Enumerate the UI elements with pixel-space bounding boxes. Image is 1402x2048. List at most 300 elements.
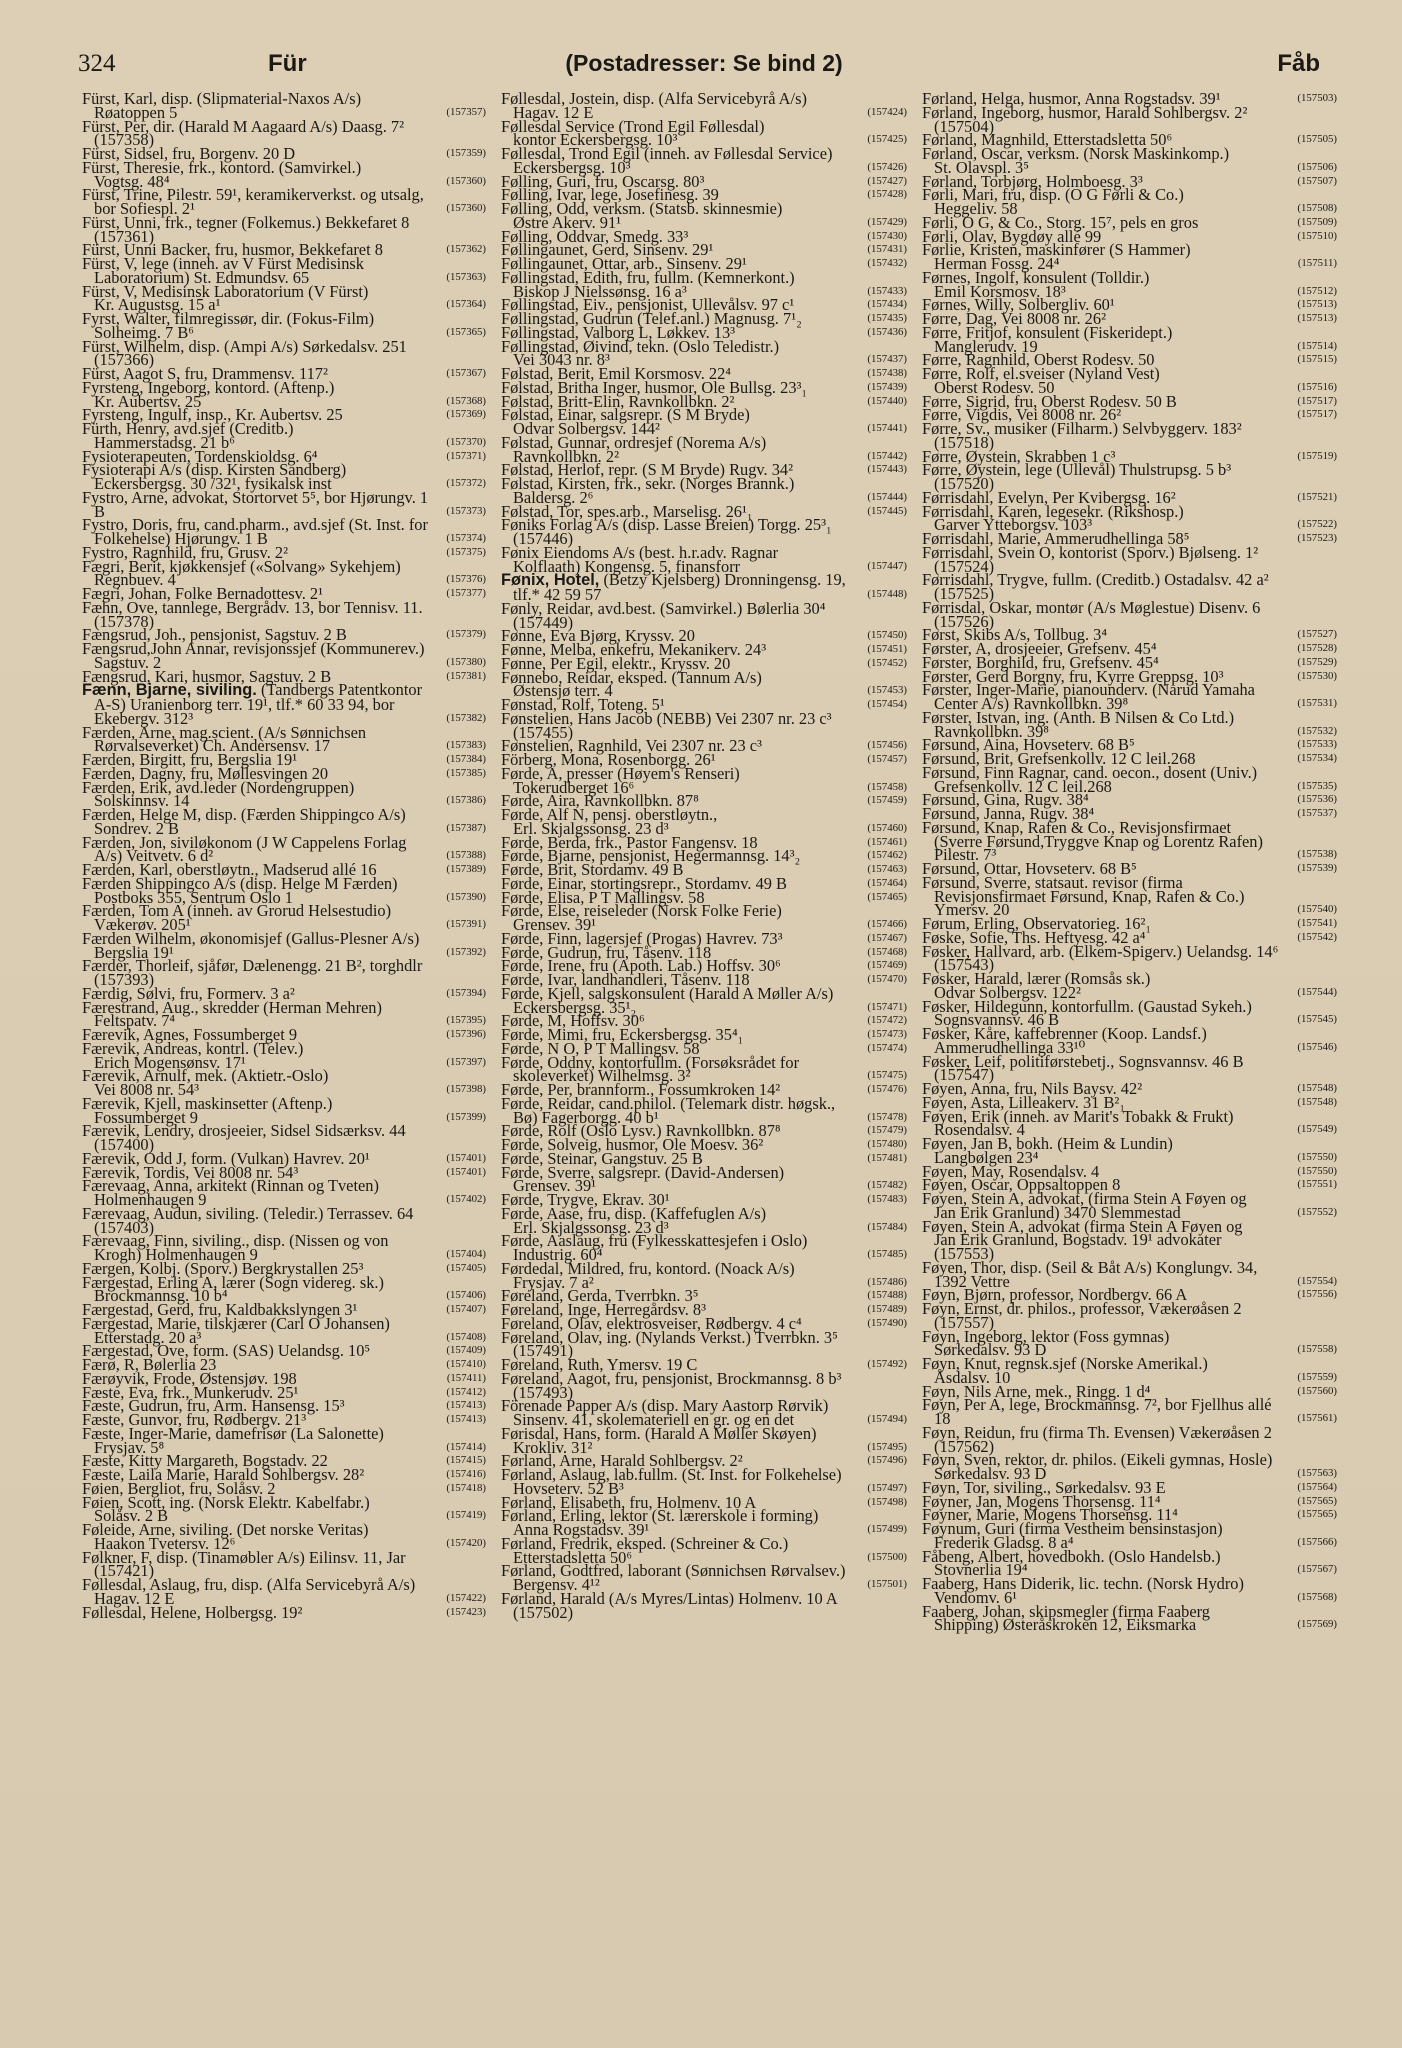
entry-text-line: skoleverket) Wilhelmsg. 3² [513,1066,691,1086]
entry-text-line: Føsker, Harald, lærer (Romsås sk.) [922,969,1151,988]
entry-text-line: Fæste, Gunvor, fru, Rødbergv. 21³ [82,1410,307,1429]
listing-entry [922,1216,1337,1263]
listing-entry [82,873,486,907]
entry-text-line: Fængsrud, Kari, husmor, Sagstuv. 2 B [82,666,332,686]
entry-number: (157560) [1297,1384,1337,1397]
entry-text-line: Vækerøv. 205¹ [94,915,191,934]
entry-text-line: (157403) [94,1217,155,1237]
entry-number: (157399) [446,1110,486,1123]
listing-entry [82,832,486,866]
listing-entry [922,1546,1337,1580]
listing-entry [82,1066,486,1099]
entry-text-line: Grensev. 39¹ [513,1176,597,1196]
entry-text-line: Vei 3043 nr. 8³ [513,350,610,370]
entry-text-line: Førde, Gudrun, fru, Tåsenv. 118 [501,942,712,962]
listing-entry [82,1176,486,1209]
entry-number: (157464) [867,876,907,889]
entry-text-line: Biskop J Nielssønsg. 16 a³ [513,281,687,301]
entry-text-line: Færden, Birgitt, fru, Bergslia 19¹ [82,750,298,769]
entry-text-line: Føsker, Hallvard, arb. (Elkem-Spigerv.) Uelandsg. 14⁶ [922,941,1279,961]
listing-entry [82,336,486,370]
entry-number: (157462) [867,849,907,862]
entry-text-line: Førre, Dag, Vei 8008 nr. 26² [922,309,1106,328]
listing-entry [922,817,1337,865]
entry-text-line: Revisjonsfirmaet Førsund, Knap, Rafen & Co.) [934,886,1245,906]
listing-entry [922,1519,1337,1552]
entry-text-line: Følling, Oddvar, Smedg. 33³ [501,226,689,246]
entry-number: (157426) [867,160,907,173]
entry-text-line: Førnes, Ingolf, konsulent (Tolldir.) [922,267,1150,287]
entry-number: (157497) [867,1481,907,1494]
entry-text-line: Vogtsg. 48⁴ [94,171,170,191]
entry-text-line: Føsker, Hildegunn, kontorfullm. (Gaustad Sykeh.) [922,996,1252,1016]
entry-text-line: Førrisdahl, Svein O, kontorist (Sporv.) Bjølseng. 1² [922,542,1259,562]
entry-text-line: Fægri, Berit, kjøkkensjef («Solvang» Sykehjem) [82,556,401,576]
entry-number: (157383) [446,739,486,752]
listing-entry [501,1588,907,1622]
entry-text-line: Følstad, Berit, Emil Korsmosv. 22⁴ [501,364,732,383]
entry-number: (157392) [446,945,486,958]
listing-entry [501,542,907,576]
entry-number: (157389) [446,863,486,875]
entry-text-line: Føllingstad, Edith, fru, fullm. (Kemnerkont.) [501,267,795,287]
entry-text-line: Færevaag, Anna, arkitekt (Rinnan og Tveten) [82,1176,379,1196]
listing-entry [922,1106,1337,1140]
entry-text-line: Rosendalsv. 4 [934,1120,1025,1140]
entry-text-line: Følling, Guri, fru, Oscarsg. 80³ [501,171,705,191]
entry-number: (157561) [1297,1412,1337,1424]
listing-entry [501,1203,907,1237]
entry-text-line: Føsker, Kåre, kaffebrenner (Koop. Landsf.) [922,1024,1207,1043]
entry-text-line: Føreland, Inge, Herregårdsv. 8³ [501,1300,707,1319]
entry-number: (157380) [446,655,486,668]
entry-number: (157407) [446,1303,486,1315]
entry-number: (157550) [1297,1164,1337,1177]
entry-number: (157533) [1297,738,1337,751]
entry-text-line: Sagstuv. 2 [94,652,162,672]
listing-entry [501,1423,907,1457]
entry-text-line: Frysjav. 5⁸ [94,1437,165,1457]
entry-text-line: Førde, Berda, frk., Pastor Fangensv. 18 [501,832,758,852]
entry-text-line: Føreland, Olav, elektrosveiser, Rødbergv. 4 c⁴ [501,1313,802,1333]
entry-text-line: B [94,501,105,521]
entry-number: (157540) [1297,903,1337,916]
entry-text-line: Rørvalseverket) Ch. Andersensv. 17 [94,736,331,756]
entry-text-line: Føyn, Bjørn, professor, Nordbergv. 66 A [922,1285,1188,1305]
entry-text-line: (157525) [934,584,995,603]
entry-text-line: Førde, Steinar, Gangstuv. 25 B [501,1148,703,1168]
listing-entry [922,1326,1337,1360]
entry-number: (157416) [446,1468,486,1480]
entry-text-line: Jan Erik Granlund, Bogstadv. 19¹ advokater [934,1230,1222,1250]
entry-text-line: Føreland, Olav, ing. (Nylands Verkst.) Tverrbkn. 3⁵ [501,1327,838,1347]
entry-text-line: Førde, Brit, Stordamv. 49 B [501,860,684,879]
entry-text-line: Førre, Rolf, el.sveiser (Nyland Vest) [922,364,1160,383]
listing-entry [501,89,907,122]
entry-text-line: Førre, Sigrid, fru, Oberst Rodesv. 50 B [922,391,1177,411]
entry-text-line: Førland, Magnhild, Etterstadsletta 50⁶ [922,130,1173,150]
entry-number: (157440) [867,394,907,407]
entry-text-line: Førli, Mari, fru, disp. (O G Førli & Co.) [922,185,1184,205]
entry-text-line: Førland, Helga, husmor, Anna Rogstadsv. 39¹ [922,89,1221,108]
listing-entry [922,969,1337,1002]
entry-text-line: Førisdal, Hans, form. (Harald A Møller Skøyen) [501,1423,817,1443]
entry-number: (157548) [1297,1082,1337,1094]
listing-entry [82,1313,486,1347]
entry-number: (157514) [1297,339,1337,352]
entry-number: (157387) [446,821,486,834]
entry-number: (157420) [446,1536,486,1549]
listing-entry [82,1492,486,1526]
entry-number: (157410) [446,1358,486,1370]
entry-text-line: Færevik, Odd J, form. (Vulkan) Havrev. 20¹ [82,1148,370,1168]
entry-text-rest: (Betzy Kjelsberg) Dronningensg. 19, [599,570,846,590]
entry-text-line: Føyen, Thor, disp. (Seil & Båt A/s) Konglungv. 34, [922,1257,1258,1277]
entry-text-line: Færgestad, Erling A, lærer (Sogn videreg. sk.) [82,1272,384,1292]
entry-text-line: Eckersbergsg. 35¹₂ [513,997,637,1017]
entry-number: (157489) [867,1303,907,1315]
entry-text-line: Førde, Kjell, salgskonsulent (Harald A Møller A/s) [501,983,834,1003]
entry-text-line: Erich Mogensønsv. 17¹ [94,1052,246,1072]
entry-text-line: Frysjav. 7 a² [513,1272,594,1292]
entry-text-line: Føynum, Guri (firma Vestheim bensinstasjon) [922,1519,1223,1538]
entry-text-line: Krogh) Holmenhaugen 9 [94,1245,258,1264]
entry-number: (157563) [1297,1467,1337,1479]
entry-number: (157554) [1297,1274,1337,1287]
listing-entry [922,1450,1337,1483]
entry-text-line: Føllingstad, Eiv., pensjonist, Ullevålsv. 97 c¹ [501,295,795,315]
entry-text-line: Grefsenkollv. 12 C leil.268 [934,776,1112,796]
entry-number: (157391) [446,918,486,930]
entry-number: (157507) [1297,174,1337,187]
entry-text-line: Fürst, V, Medisinsk Laboratorium (V Fürst) [82,281,369,301]
entry-text-line: A/s) Veitvetv. 6 d² [94,846,214,866]
entry-text-line: Førde, Ivar, landhandleri, Tåsenv. 118 [501,970,750,989]
entry-text-line: Førster, A, drosjeeier, Grefsenv. 45⁴ [922,639,1157,658]
entry-text-line: Fürst, Karl, disp. (Slipmaterial-Naxos A/s) [82,89,362,108]
entry-text-line: Føyen, Stein A, advokat, (firma Stein A Føyen og [922,1189,1247,1208]
entry-text-line: Føyner, Marie, Mogens Thorsensg. 11⁴ [922,1505,1178,1525]
listing-entry [501,667,907,701]
listing-entry [82,805,486,838]
entry-text-line: Kr. Augustsg. 15 a¹ [94,295,221,315]
entry-text-line: Føyen, Erik (inneh. av Marit's Tobakk & Frukt) [922,1106,1234,1126]
entry-number: (157442) [867,449,907,462]
entry-number: (157428) [867,188,907,201]
entry-text-line: Færder, Thorleif, sjåfør, Dælenengg. 21 B², torghdlr [82,956,423,976]
entry-text-line: Førland, Torbjørg, Holmboesg. 3³ [922,171,1143,191]
entry-text-line: Førum, Erling, Observatorieg. 16²₁ [922,914,1152,933]
entry-text-line: Folkehelse) Hjørungv. 1 B [94,529,268,548]
entry-text-line: Færden Shippingco A/s (disp. Helge M Færden) [82,873,398,893]
entry-text-line: Førde, Irene, fru (Apoth. Lab.) Hoffsv. 30⁶ [501,956,781,976]
listing-entry [501,1533,907,1567]
listing-entry [82,460,486,493]
entry-number: (157532) [1297,724,1337,737]
entry-text-line: tlf.* 42 59 57 [513,585,602,604]
entry-text-line: Færøyvik, Frode, Østensjøv. 198 [82,1368,297,1388]
entry-text-line: (157502) [513,1602,574,1622]
entry-text-line: Førland, Arne, Harald Sohlbergsv. 2² [501,1451,743,1471]
entry-text-line: Etterstadsletta 50⁶ [513,1547,633,1567]
entry-text-line: A-S) Uranienborg terr. 19¹, tlf.* 60 33 94, bor [94,695,395,714]
entry-number: (157377) [446,587,486,599]
entry-text-line: Faaberg, Johan, skipsmegler (firma Faaberg [922,1601,1210,1621]
entry-text-line: Sognsvannsv. 46 B [934,1010,1060,1030]
entry-text-line: Fystro, Ragnhild, fru, Grusv. 2² [82,542,288,562]
listing-entry [922,1257,1337,1291]
entry-number: (157496) [867,1454,907,1467]
listing-entry [82,597,486,631]
entry-number: (157490) [867,1316,907,1329]
entry-number: (157364) [446,298,486,311]
entry-number: (157519) [1297,449,1337,462]
listing-entry [82,1038,486,1072]
entry-text-line: Eckersbergsg. 30 /32¹, fysikalsk inst [94,474,332,493]
entry-text-line: Føyen, Anna, fru, Nils Baysv. 42² [922,1079,1143,1098]
entry-text-line: (157520) [934,474,995,493]
entry-text-line: Færgen, Kolbj. (Sporv.) Bergkrystallen 25³ [82,1258,364,1278]
listing-entry [82,1602,486,1622]
entry-number: (157463) [867,863,907,875]
entry-text-line: (157557) [934,1312,995,1332]
entry-text-line: Førland, Oscar, verksm. (Norsk Maskinkomp.) [922,144,1230,163]
entry-text-line: Sinsenv. 41, skolemateriell en gr. og en det [513,1410,795,1429]
listing-entry [922,1601,1337,1635]
entry-number: (157511) [1297,257,1337,269]
entry-number: (157535) [1297,779,1337,792]
entry-number: (157382) [446,711,486,724]
entry-number: (157371) [446,449,486,462]
entry-text-line: Fæste, Eva, frk., Munkerudv. 25¹ [82,1382,299,1402]
entry-text-line: Førsund, Gina, Rugv. 38⁴ [922,790,1089,810]
entry-text-line: Fængsrud, Joh., pensjonist, Sagstuv. 2 B [82,625,347,645]
entry-number: (157404) [446,1248,486,1260]
entry-text-line: Føyen, Stein A, advokat (firma Stein A Føyen og [922,1216,1243,1236]
listing-entry [82,1231,486,1264]
entry-text-line: Sondrev. 2 B [94,818,179,838]
entry-text-line: Førre, Øystein, lege (Ullevål) Thulstrupsg. 5 b³ [922,460,1232,480]
listing-entry [501,1162,907,1196]
entry-text-line: Brockmannsg. 10 b⁴ [94,1286,228,1306]
entry-text-line: Erl. Skjalgssonsg. 23 d³ [513,1217,669,1237]
entry-text-line: Følstad, Tor, spes.arb., Marselisg. 26¹₁ [501,501,753,521]
entry-text-line: Fürst, Aagot S, fru, Drammensv. 117² [82,364,328,383]
entry-text-line: Shipping) Østeråskroken 12, Eiksmarka [934,1615,1197,1635]
listing-entry [82,928,486,962]
listing-entry [82,722,486,756]
entry-text-line: Emil Korsmosv. 18³ [934,281,1066,301]
entry-number: (157458) [867,780,907,793]
listing-entry [501,267,907,301]
entry-number: (157508) [1297,202,1337,214]
entry-number: (157568) [1297,1590,1337,1603]
entry-text-line: Føllingstad, Øivind, tekn. (Oslo Teledistr.) [501,336,780,356]
listing-entry [501,199,907,232]
entry-text-line: Åsdalsv. 10 [934,1367,1011,1387]
listing-entry [922,680,1337,713]
listing-entry [82,89,486,122]
entry-text-line: Følkner, F, disp. (Tinamøbler A/s) Eilinsv. 11, Jar [82,1547,406,1567]
listing-entry [501,432,907,466]
entry-text-line: Fæste, Laila Marie, Harald Sohlbergsv. 28² [82,1465,365,1484]
entry-text-line: Førde, Einar, stortingsrepr., Stordamv. 49 B [501,873,787,893]
entry-number: (157550) [1297,1150,1337,1163]
entry-text-line: Fønly, Reidar, avd.best. (Samvirkel.) Bølerlia 30⁴ [501,598,826,618]
entry-text-line: Feltspatv. 7⁴ [94,1011,176,1031]
listing-entry [922,1024,1337,1057]
entry-bold-name: Fænn, Bjarne, siviling. [82,681,257,700]
entry-text-line: Fystro, Doris, fru, cand.pharm., avd.sjef (St. Inst. for [82,515,428,535]
entry-number: (157480) [867,1138,907,1150]
listing-entry [82,515,486,548]
entry-text-line: Jan Erik Granlund) 3470 Slemmestad [934,1202,1181,1222]
entry-number: (157501) [867,1578,907,1590]
entry-number: (157529) [1297,655,1337,668]
entry-text-line: Frederik Gladsg. 8 a⁴ [934,1532,1074,1552]
entry-number: (157368) [446,394,486,407]
entry-text-line: Færden, Jon, siviløkonom (J W Cappelens Forlag [82,832,407,852]
listing-columns [82,89,1337,2032]
entry-number: (157414) [446,1440,486,1453]
entry-text-line: Førde, Bjarne, pensjonist, Hegermannsg. 14³₂ [501,846,801,866]
entry-text-line: Fåbeng, Albert, hovedbokh. (Oslo Handelsb.) [922,1546,1221,1566]
entry-number: (157531) [1297,697,1337,709]
entry-text-line: Færevik, Andreas, kontrl. (Telev.) [82,1038,304,1058]
entry-number: (157565) [1297,1508,1337,1521]
entry-text-line: Færden, Erik, avd.leder (Nordengruppen) [82,777,355,797]
entry-text-line: Færevik, Lendry, drosjeeier, Sidsel Sidsærksv. 44 [82,1121,406,1141]
entry-text-line: Fysioterapeuten, Tordenskioldsg. 6⁴ [82,446,318,466]
listing-entry [922,322,1337,356]
entry-text-line: Færevik, Kjell, maskinsetter (Aftenp.) [82,1093,333,1113]
entry-number: (157370) [446,435,486,448]
page-header [78,50,1330,80]
entry-text-line: Følling, Ivar, lege, Josefinesg. 39 [501,185,719,205]
entry-text-line: Førde, N O, P T Mallingsv. 58 [501,1038,700,1058]
entry-number: (157474) [867,1041,907,1054]
entry-number: (157456) [867,739,907,752]
entry-text-line: Færden, Arne, mag.scient. (A/s Sønnichsen [82,722,367,742]
entry-number: (157413) [446,1413,486,1425]
listing-entry [82,1093,486,1127]
listing-entry [501,570,907,604]
entry-text-line: Erl. Skjalgssonsg. 23 d³ [513,818,669,838]
entry-text-line: Føllingstad, Gudrun (Telef.anl.) Magnusg. 7¹₂ [501,309,802,328]
entry-number: (157439) [867,380,907,393]
entry-number: (157448) [867,588,907,600]
entry-text-line: Pilestr. 7³ [934,845,997,865]
listing-entry [501,1258,907,1292]
entry-text-rest: (Tandbergs Patentkontor [256,680,423,700]
entry-text-line: Førde, Alf N, pensj. oberstløytn., [501,805,718,824]
entry-text-line: Føllesdal, Helene, Holbergsg. 19² [82,1602,303,1622]
entry-text-line: Følstad, Herlof, repr. (S M Bryde) Rugv. 34² [501,460,794,480]
entry-number: (157418) [446,1481,486,1494]
entry-number: (157401) [446,1151,486,1164]
entry-text-line: Føyen, Asta, Lilleakerv. 31 B²₁ [922,1092,1126,1112]
entry-text-line: (157358) [94,130,155,150]
entry-text-line: kontor Eckersbergsg. 10³ [513,130,678,150]
entry-text-line: Færevik, Arnulf, mek. (Aktietr.-Oslo) [82,1066,329,1086]
entry-text-line: Føreland, Aagot, fru, pensjonist, Brockmannsg. 8 b³ [501,1368,842,1388]
entry-number: (157506) [1297,160,1337,173]
entry-number: (157412) [446,1385,486,1398]
entry-number: (157386) [446,794,486,807]
entry-text-line: Færø, R, Bølerlia 23 [82,1355,217,1374]
entry-number: (157485) [867,1248,907,1260]
entry-number: (157432) [867,257,907,269]
entry-number: (157384) [446,753,486,765]
entry-text-line: Førde, Mimi, fru, Eckersbergsg. 35⁴₁ [501,1025,744,1044]
entry-text-line: Førrisdahl, Evelyn, Per Kvibergsg. 16² [922,487,1176,507]
entry-text-line: (157547) [934,1065,995,1085]
listing-entry [922,542,1337,576]
entry-text-line: (157504) [934,116,995,136]
entry-text-line: Føleide, Arne, siviling. (Det norske Veritas) [82,1520,369,1539]
entry-text-line: Førre, Ragnhild, Oberst Rodesv. 50 [922,350,1155,370]
entry-number: (157469) [867,959,907,972]
entry-text-line: Først, Skibs A/s, Tollbug. 3⁴ [922,625,1108,645]
listing-entry [922,419,1337,452]
entry-text-line: Bergensv. 4¹² [513,1575,600,1594]
entry-text-line: Stovnerlia 19⁴ [934,1560,1028,1580]
entry-text-line: Förberg, Mona, Rosenborgg. 26¹ [501,750,716,769]
listing-entry [922,707,1337,741]
entry-text-line: Førli, Olav, Bygdøy allé 99 [922,226,1102,246]
entry-number: (157362) [446,243,486,256]
entry-text-line: Føllesdal, Jostein, disp. (Alfa Servicebyrå A/s) [501,89,807,108]
listing-entry [82,377,486,411]
entry-text-line: Førde, A, presser (Høyem's Renseri) [501,763,740,783]
entry-text-line: Følstad, Kirsten, frk., sekr. (Norges Brannk.) [501,474,795,493]
entry-text-line: Sørkedalsv. 93 D [934,1464,1047,1483]
entry-text-line: Fønne, Melba, enkefru, Mekanikerv. 24³ [501,640,767,659]
entry-text-line: Førsund, Sverre, statsaut. revisor (firma [922,872,1183,892]
entry-number: (157375) [446,545,486,558]
entry-text-line: Fürst, Per, dir. (Harald M Aagaard A/s) Daasg. 7² [82,116,404,136]
entry-text-line: Garver Ytteborgsv. 103³ [934,515,1093,535]
listing-entry [501,144,907,177]
entry-text-line: Førsund, Finn Ragnar, cand. oecon., dosent (Univ.) [922,762,1258,782]
entry-text-line: Følstad, Einar, salgsrepr. (S M Bryde) [501,405,750,425]
entry-text-line: Førrisdahl, Marie, Ammerudhellinga 58⁵ [922,529,1190,548]
entry-text-line: 18 [934,1409,951,1428]
entry-text-line: Holmenhaugen 9 [94,1190,207,1209]
listing-entry [922,762,1337,796]
entry-text-line: Føien, Scott, ing. (Norsk Elektr. Kabelfabr.) [82,1492,370,1512]
entry-number: (157433) [867,284,907,297]
entry-number: (157499) [867,1523,907,1535]
entry-text-line: Følling, Odd, verksm. (Statsb. skinnesmie) [501,199,783,218]
listing-entry [922,1422,1337,1456]
entry-number: (157398) [446,1083,486,1095]
entry-text-line: Føyn, Ingeborg, lektor (Foss gymnas) [922,1326,1170,1346]
entry-text-line: Fønix Eiendoms A/s (best. h.r.adv. Ragnar [501,542,779,562]
entry-text-line: (157400) [94,1135,155,1154]
entry-number: (157402) [446,1193,486,1205]
entry-number: (157467) [867,931,907,944]
entry-number: (157374) [446,532,486,544]
entry-text-line: Hovseterv. 52 B³ [513,1478,624,1498]
entry-number: (157430) [867,229,907,242]
entry-number: (157488) [867,1289,907,1302]
entry-number: (157441) [867,422,907,434]
entry-number: (157548) [1297,1095,1337,1108]
entry-text-line: Førland, Erling, lektor (St. lærerskole i forming) [501,1506,819,1526]
entry-text-line: Fyrsteng, Ingeborg, kontord. (Aftenp.) [82,377,335,397]
entry-text-line: Ravnkollbkn. 39⁸ [934,721,1049,741]
